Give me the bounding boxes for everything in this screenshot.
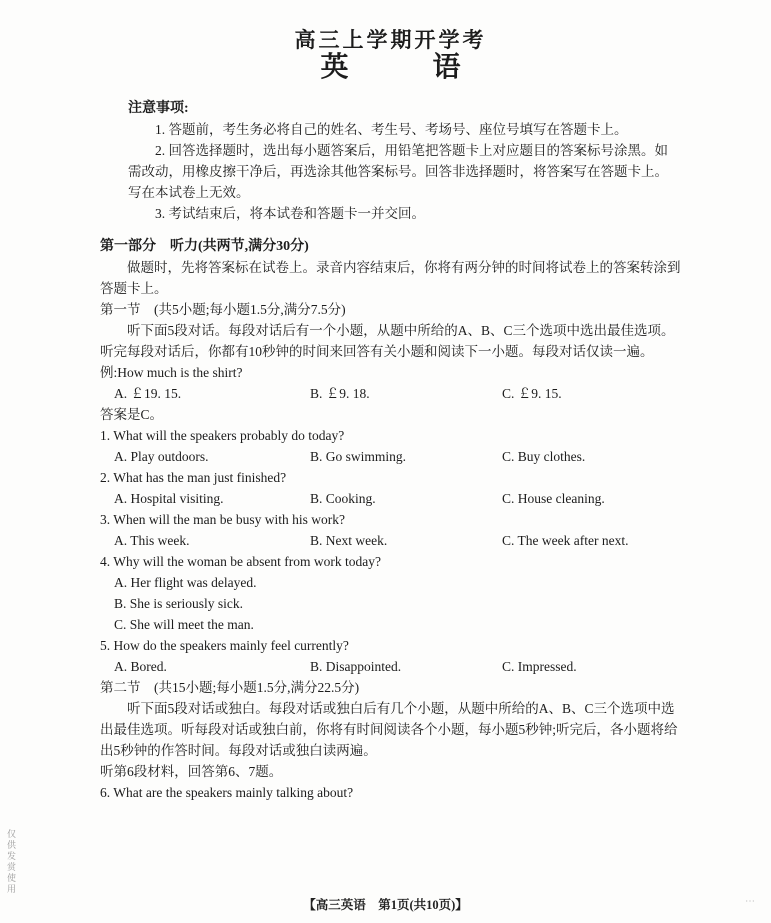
- question-4-option-a: A. Her flight was delayed.: [114, 575, 257, 590]
- question-5: [100, 635, 681, 677]
- exam-title: 高三上学期开学考: [294, 28, 487, 52]
- question-5-option-c: C. Impressed.: [502, 659, 577, 674]
- question-5-option-b: B. Disappointed.: [310, 659, 402, 674]
- question-5-options: [100, 656, 681, 677]
- section2-intro: 听下面5段对话或独白。每段对话或独白后有几个小题，从题中所给的A、B、C三个选项中选出最佳选项。听每段对话或独白前，你将有时间阅读各个小题，每小题5秒钟;听完后，各小题将给出5秒钟的作答时间。每段对话或独白读两遍。: [100, 701, 678, 758]
- question-4-options: [100, 572, 681, 635]
- notice-item-1: 1. 答题前，考生务必将自己的姓名、考生号、考场号、座位号填写在答题卡上。: [155, 122, 628, 137]
- example-prompt: 例:How much is the shirt?: [100, 365, 243, 380]
- example-option-a: A. ￡19. 15.: [114, 386, 182, 401]
- example-option-c: C. ￡9. 15.: [502, 386, 562, 401]
- material-6-line: 听第6段材料，回答第6、7题。: [100, 764, 283, 779]
- question-5-option-a: A. Bored.: [114, 659, 167, 674]
- question-2-options: [100, 488, 681, 509]
- notice-section: [128, 98, 681, 224]
- question-5-text: 5. How do the speakers mainly feel currently?: [100, 638, 349, 653]
- question-4-option-c: C. She will meet the man.: [114, 617, 254, 632]
- question-2-option-a: A. Hospital visiting.: [114, 491, 224, 506]
- question-6-text: 6. What are the speakers mainly talking about?: [100, 785, 354, 800]
- example-option-b: B. ￡9. 18.: [310, 386, 370, 401]
- question-4-text: 4. Why will the woman be absent from work today?: [100, 554, 381, 569]
- exam-subject-title: 英 语: [320, 52, 461, 83]
- question-1: [100, 425, 681, 467]
- question-3-option-a: A. This week.: [114, 533, 190, 548]
- side-watermark: 仅供发赏使用: [6, 829, 16, 895]
- question-3-option-c: C. The week after next.: [502, 533, 629, 548]
- example-options-row: [100, 383, 681, 404]
- question-1-option-a: A. Play outdoors.: [114, 449, 209, 464]
- question-3-options: [100, 530, 681, 551]
- example-answer: 答案是C。: [100, 407, 164, 422]
- section1-intro: 听下面5段对话。每段对话后有一个小题，从题中所给的A、B、C三个选项中选出最佳选项。听完每段对话后，你都有10秒钟的时间来回答有关小题和阅读下一小题。每段对话仅读一遍。: [100, 323, 675, 359]
- page-footer: 【高三英语 第1页(共10页)】: [303, 898, 468, 912]
- part1-heading: 第一部分 听力(共两节,满分30分): [100, 239, 309, 254]
- question-4: [100, 551, 681, 635]
- question-1-option-c: C. Buy clothes.: [502, 449, 586, 464]
- section2-heading: 第二节 (共15小题;每小题1.5分,满分22.5分): [100, 680, 360, 695]
- question-3-option-b: B. Next week.: [310, 533, 388, 548]
- question-1-option-b: B. Go swimming.: [310, 449, 407, 464]
- question-3: [100, 509, 681, 551]
- question-1-options: [100, 446, 681, 467]
- notice-item-3: 3. 考试结束后，将本试卷和答题卡一并交回。: [155, 206, 425, 221]
- question-3-text: 3. When will the man be busy with his work?: [100, 512, 345, 527]
- section1-heading: 第一节 (共5小题;每小题1.5分,满分7.5分): [100, 302, 346, 317]
- notice-item-2: 2. 回答选择题时，选出每小题答案后，用铅笔把答题卡上对应题目的答案标号涂黑。如需改动，用橡皮擦干净后，再选涂其他答案标号。回答非选择题时，将答案写在答题卡上。写在本试卷上无效。: [128, 143, 668, 200]
- part1-intro: 做题时，先将答案标在试卷上。录音内容结束后，你将有两分钟的时间将试卷上的答案转涂到答题卡上。: [100, 260, 681, 296]
- question-1-text: 1. What will the speakers probably do today?: [100, 428, 345, 443]
- corner-mark: ⋯: [745, 896, 755, 907]
- question-2-text: 2. What has the man just finished?: [100, 470, 287, 485]
- notice-heading: 注意事项:: [128, 101, 189, 116]
- question-2-option-c: C. House cleaning.: [502, 491, 605, 506]
- question-2-option-b: B. Cooking.: [310, 491, 376, 506]
- question-4-option-b: B. She is seriously sick.: [114, 596, 244, 611]
- question-2: [100, 467, 681, 509]
